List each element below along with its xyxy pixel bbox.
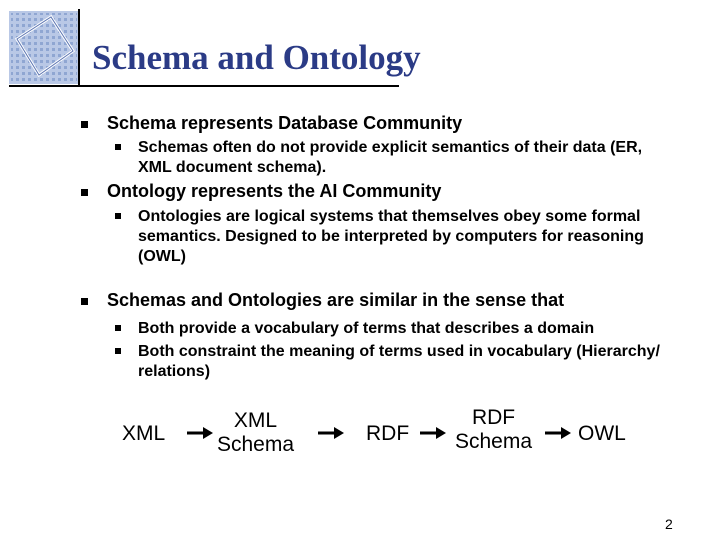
flow-xml-schema	[217, 409, 294, 457]
bullet-square-icon	[81, 189, 88, 196]
flow-rdf: RDF	[366, 422, 410, 445]
bullet-1-text: Schema represents Database Community	[107, 113, 463, 133]
slide-title: Schema and Ontology	[92, 38, 421, 77]
bullet-2-text: Ontology represents the AI Community	[107, 181, 442, 201]
bullet-3-sub-2: Both constraint the meaning of terms used in vocabulary (Hierarchy/ relations)	[138, 343, 660, 380]
flow-xml-schema-line2: Schema	[217, 433, 295, 456]
title-vertical-rule	[78, 9, 80, 87]
flow-xml-schema-line1: XML	[233, 409, 278, 432]
sub-bullet-square-icon	[115, 144, 121, 150]
bullet-square-icon	[81, 298, 88, 305]
bullet-square-icon	[81, 121, 88, 128]
title-horizontal-rule	[9, 85, 399, 87]
flow-rdf-schema-line2: Schema	[455, 430, 533, 453]
sub-bullet-square-icon	[115, 213, 121, 219]
arrow-right-icon	[318, 426, 344, 440]
flow-rdf-schema-line1: RDF	[471, 406, 516, 429]
flow-rdf-schema	[455, 406, 532, 454]
arrow-right-icon	[187, 426, 213, 440]
bullet-2-sub-1: Ontologies are logical systems that themselves obey some formal semantics. Designed to be interpreted by computers for reasoning (OWL)	[138, 208, 644, 265]
arrow-right-icon	[545, 426, 571, 440]
arrow-right-icon	[420, 426, 446, 440]
bullet-3-text: Schemas and Ontologies are similar in the sense that	[107, 290, 565, 310]
bullet-1-sub-1: Schemas often do not provide explicit semantics of their data (ER, XML document schema).	[138, 139, 643, 176]
sub-bullet-square-icon	[115, 348, 121, 354]
bullet-3-sub-1: Both provide a vocabulary of terms that describes a domain	[138, 320, 595, 337]
page-number: 2	[665, 516, 673, 532]
flow-owl: OWL	[578, 422, 626, 445]
sub-bullet-square-icon	[115, 325, 121, 331]
flow-xml: XML	[122, 422, 166, 445]
slide-logo-icon	[9, 11, 79, 84]
